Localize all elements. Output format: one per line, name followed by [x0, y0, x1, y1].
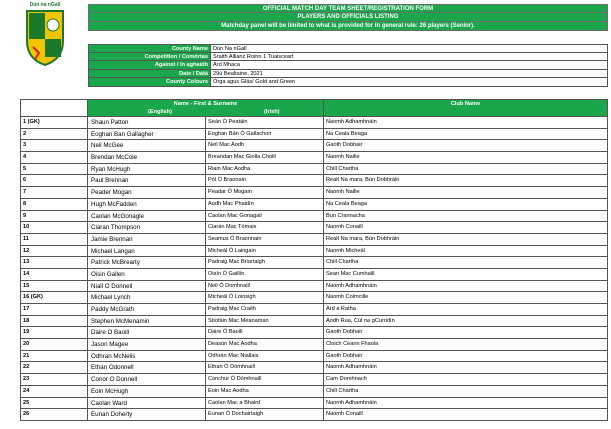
- player-name-irish: Micheál Ó Loinsigh: [206, 292, 324, 304]
- player-number: 8: [20, 199, 88, 211]
- table-row: [20, 386, 608, 398]
- info-label: Against / In aghaidh: [88, 61, 211, 70]
- player-name-english: Peader Mogan: [88, 187, 206, 199]
- player-club: Sean Mac Cumhaill: [324, 269, 608, 281]
- player-name-english: Niall O Donnell: [88, 281, 206, 293]
- player-name-irish: Odhrán Mac Niallais: [206, 351, 324, 363]
- player-club: Chill Chartha: [324, 164, 608, 176]
- player-number: 7: [20, 187, 88, 199]
- player-club: Realt Na mara, Bún Dobhráin: [324, 234, 608, 246]
- player-club: Cloich Ceann Fhaola: [324, 339, 608, 351]
- player-name-irish: Neil Ó Domhnaill: [206, 281, 324, 293]
- info-row-competition: [88, 53, 608, 62]
- player-name-irish: Eunan Ó Dochairtaigh: [206, 409, 324, 421]
- table-row: [20, 164, 608, 176]
- player-club: Naomh Micheál: [324, 246, 608, 258]
- player-name-irish: Caolan Mac a Bhaird: [206, 398, 324, 410]
- table-row: [20, 316, 608, 328]
- player-club: Ard a Ratha: [324, 304, 608, 316]
- player-name-irish: Conchur Ó Dómhnaill: [206, 374, 324, 386]
- info-row-against: [88, 61, 608, 70]
- player-club: Realt Na mara, Bún Dobhráin: [324, 175, 608, 187]
- player-club: Gaoth Dobhair: [324, 140, 608, 152]
- crest-shield-icon: [25, 9, 65, 67]
- player-name-english: Ryan McHugh: [88, 164, 206, 176]
- player-name-english: Neil McGee: [88, 140, 206, 152]
- player-name-irish: Seán Ó Peatáin: [206, 117, 324, 129]
- table-row: [20, 257, 608, 269]
- player-name-english: Hugh McFadden: [88, 199, 206, 211]
- player-number: 3: [20, 140, 88, 152]
- player-name-english: Oisin Gallen: [88, 269, 206, 281]
- player-club: Naomh Adhamhnáin: [324, 281, 608, 293]
- player-name-english: Michael Langan: [88, 246, 206, 258]
- table-row: [20, 129, 608, 141]
- crest-name: Dún na nGall: [29, 2, 61, 8]
- player-club: Naomh Naille: [324, 152, 608, 164]
- player-number: 21: [20, 351, 88, 363]
- player-club: Naomh Naille: [324, 187, 608, 199]
- player-name-irish: Daire Ó Baoill: [206, 327, 324, 339]
- player-name-irish: Breandan Mac Giolla Choill: [206, 152, 324, 164]
- player-number: 10: [20, 222, 88, 234]
- player-name-english: Odhran McNelis: [88, 351, 206, 363]
- info-value: 29ú Bealtaine, 2021: [211, 70, 608, 79]
- table-body: [20, 117, 608, 421]
- table-row: [20, 246, 608, 258]
- player-name-irish: Padraig Mac Briartaigh: [206, 257, 324, 269]
- player-name-irish: Pól Ó Braonain: [206, 175, 324, 187]
- player-name-irish: Oisín Ó Gaillín: [206, 269, 324, 281]
- player-name-english: Caolan McGonagle: [88, 211, 206, 223]
- player-name-irish: Neil Mac Aodh: [206, 140, 324, 152]
- table-row: [20, 269, 608, 281]
- player-name-irish: Eoin Mac Aodha: [206, 386, 324, 398]
- player-club: Naomh Adhamhnáin: [324, 398, 608, 410]
- player-name-english: Conor O Donnell: [88, 374, 206, 386]
- player-club: Naomh Conaill: [324, 222, 608, 234]
- player-number: 15: [20, 281, 88, 293]
- player-name-english: Ethan Odonnell: [88, 362, 206, 374]
- player-name-irish: Micheál Ó Laingain: [206, 246, 324, 258]
- info-value: Dún Na nGall: [211, 44, 608, 53]
- table-header: [20, 99, 608, 117]
- form-subtitle: PLAYERS AND OFFICIALS LISTING: [88, 13, 608, 22]
- player-name-irish: Caolan Mac Gonagail: [206, 211, 324, 223]
- info-row-county: [88, 44, 608, 53]
- player-club: Naomh Adhamhnáin: [324, 117, 608, 129]
- info-label: Date / Dátá: [88, 70, 211, 79]
- player-name-irish: Stíofáin Mac Meanaman: [206, 316, 324, 328]
- table-row: [20, 222, 608, 234]
- player-name-irish: Ethan Ó Dómhnaill: [206, 362, 324, 374]
- player-club: Naomh Conaill: [324, 409, 608, 421]
- match-info: [88, 44, 608, 87]
- player-name-english: Michael Lynch: [88, 292, 206, 304]
- player-number: 25: [20, 398, 88, 410]
- info-row-colours: [88, 78, 608, 87]
- player-club: Aodh Rua, Cúl na gCurridín: [324, 316, 608, 328]
- header-english: (English): [148, 109, 172, 115]
- table-row: [20, 398, 608, 410]
- info-row-date: [88, 70, 608, 79]
- header-irish: (Irish): [264, 109, 280, 115]
- player-name-english: Shaun Patton: [88, 117, 206, 129]
- player-number: 1 (GK): [20, 117, 88, 129]
- player-name-irish: Aodh Mac Phaidín: [206, 199, 324, 211]
- header-name-title: Name - First & Surname: [173, 101, 238, 107]
- table-row: [20, 339, 608, 351]
- info-label: County Name: [88, 44, 211, 53]
- player-name-irish: Eoghan Bán Ó Gallachoir: [206, 129, 324, 141]
- table-row: [20, 351, 608, 363]
- info-label: County Colours: [88, 78, 211, 87]
- player-club: Chill Chartha: [324, 386, 608, 398]
- player-number: 9: [20, 211, 88, 223]
- player-name-english: Paul Brennan: [88, 175, 206, 187]
- player-number: 11: [20, 234, 88, 246]
- player-club: Gaoth Dobhair: [324, 327, 608, 339]
- table-row: [20, 140, 608, 152]
- player-club: Chill Chartha: [324, 257, 608, 269]
- table-row: [20, 152, 608, 164]
- player-name-english: Caolan Ward: [88, 398, 206, 410]
- player-club: Na Ceala Beaga: [324, 129, 608, 141]
- player-number: 4: [20, 152, 88, 164]
- player-name-irish: Ciarán Mac Tómais: [206, 222, 324, 234]
- table-row: [20, 187, 608, 199]
- player-name-english: Brendan McCole: [88, 152, 206, 164]
- table-row: [20, 292, 608, 304]
- player-name-english: Paddy McGrath: [88, 304, 206, 316]
- player-name-english: Ciaran Thompson: [88, 222, 206, 234]
- player-number: 5: [20, 164, 88, 176]
- player-name-english: Eoin McHugh: [88, 386, 206, 398]
- county-crest: [22, 2, 68, 72]
- header-number: [20, 99, 88, 117]
- table-row: [20, 234, 608, 246]
- player-name-english: Patrick McBrearty: [88, 257, 206, 269]
- player-number: 14: [20, 269, 88, 281]
- info-label: Competition / Comórtas: [88, 53, 211, 62]
- player-number: 12: [20, 246, 88, 258]
- player-name-irish: Deasún Mac Aodha: [206, 339, 324, 351]
- table-row: [20, 211, 608, 223]
- player-name-english: Eoghan Ban Gallagher: [88, 129, 206, 141]
- info-value: Sraith Allianz Roinn 1 Tuaisceart: [211, 53, 608, 62]
- table-row: [20, 362, 608, 374]
- table-row: [20, 199, 608, 211]
- player-name-irish: Riain Mac Aodha: [206, 164, 324, 176]
- player-number: 19: [20, 327, 88, 339]
- player-number: 17: [20, 304, 88, 316]
- table-row: [20, 304, 608, 316]
- panel-limit-note: Matchday panel will be limited to what is provided for in general rule: 26 players (Senior).: [88, 22, 608, 31]
- table-row: [20, 281, 608, 293]
- player-name-irish: Padraig Mac Craith: [206, 304, 324, 316]
- info-value: Ard Mhaca: [211, 61, 608, 70]
- form-title: OFFICIAL MATCH DAY TEAM SHEET/REGISTRATION FORM: [88, 4, 608, 13]
- player-number: 24: [20, 386, 88, 398]
- player-club: Bun Crannacha: [324, 211, 608, 223]
- player-name-irish: Peadar Ó Mogain: [206, 187, 324, 199]
- player-number: 13: [20, 257, 88, 269]
- player-number: 23: [20, 374, 88, 386]
- player-number: 22: [20, 362, 88, 374]
- header-club: Club Name: [324, 99, 608, 117]
- player-name-english: Stephen McMenamin: [88, 316, 206, 328]
- player-club: Naomh Adhamhnáin: [324, 362, 608, 374]
- player-number: 6: [20, 175, 88, 187]
- player-club: Naomh Colmcille: [324, 292, 608, 304]
- table-row: [20, 117, 608, 129]
- players-table: [20, 99, 608, 421]
- table-row: [20, 409, 608, 421]
- table-row: [20, 175, 608, 187]
- header-names: [88, 99, 324, 117]
- player-number: 26: [20, 409, 88, 421]
- table-row: [20, 327, 608, 339]
- player-club: Gaoth Dobhair: [324, 351, 608, 363]
- player-name-irish: Seamus Ó Braonnain: [206, 234, 324, 246]
- player-number: 2: [20, 129, 88, 141]
- player-name-english: Jamie Brennan: [88, 234, 206, 246]
- player-name-english: Daire O Baoill: [88, 327, 206, 339]
- player-name-english: Eunan Doherty: [88, 409, 206, 421]
- player-number: 16 (GK): [20, 292, 88, 304]
- player-number: 18: [20, 316, 88, 328]
- player-club: Na Ceala Beaga: [324, 199, 608, 211]
- table-row: [20, 374, 608, 386]
- player-name-english: Jason Magee: [88, 339, 206, 351]
- player-number: 20: [20, 339, 88, 351]
- info-value: Órga agus Glás/ Gold and Green: [211, 78, 608, 87]
- player-club: Carn Domhnach: [324, 374, 608, 386]
